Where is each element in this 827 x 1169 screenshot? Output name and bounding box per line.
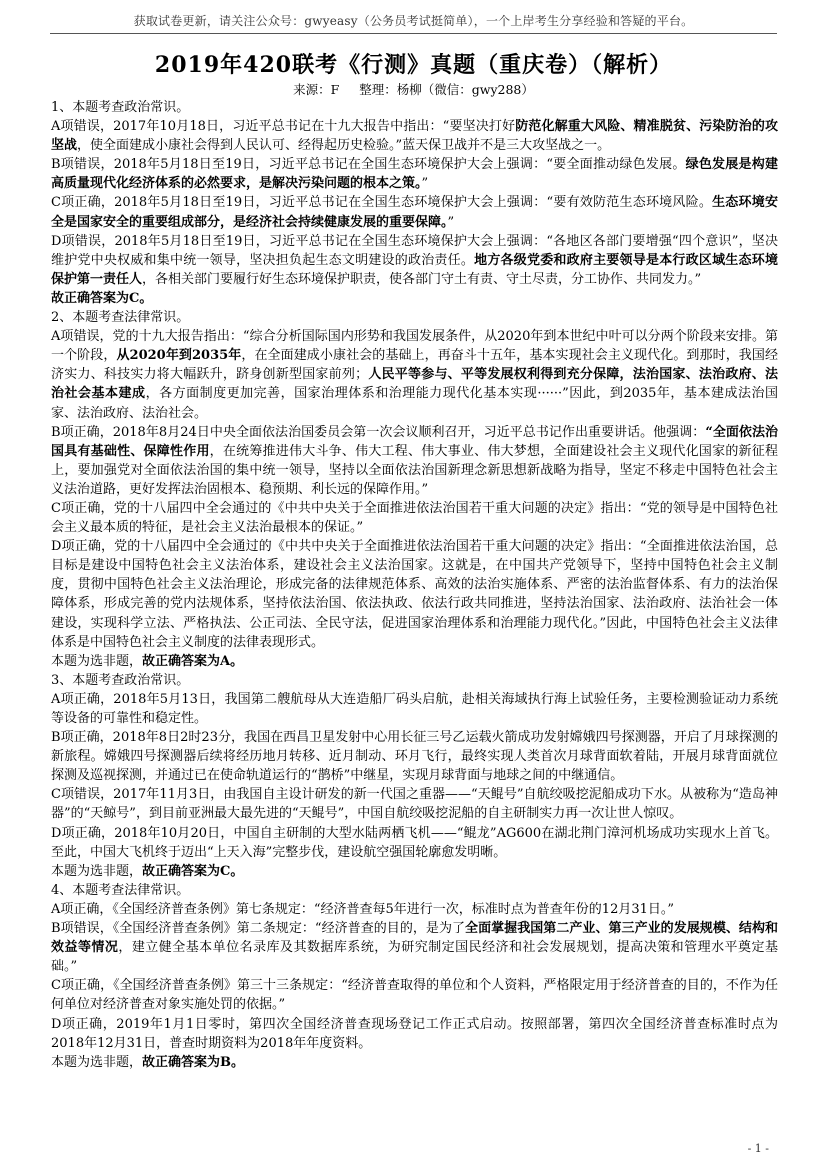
body-paragraph bbox=[51, 327, 778, 422]
paragraph-text: D项正确，党的十八届四中全会通过的《中共中央关于全面推进依法治国若干重大问题的决定》指出：“全面推进依法治国，总目标是建设中国特色社会主义法治体系，建设社会主义法治国家。这就是，在中国共产党领导下，坚持中国特色社会主义制度，贯彻中国特色社会主义法治理论，形成完备的法律规范体系、高效的法治实施体系、严密的法治监督体系、有力的法治保障体系，形成完善的党内法规体系，坚持依法治国、依法执政、依法行政共同推进，坚持法治国家、法治政府、法治社会一体建设，实现科学立法、严格执法、公正司法、全民守法，促进国家治理体系和治理能力现代化。”因此，中国特色社会主义法律体系是中国特色社会主义制度的法律表现形式。 bbox=[51, 539, 778, 650]
body-paragraph bbox=[51, 824, 778, 862]
emphasis-text: 防范化解重大风险、精准脱贫、污染防治的攻坚战 bbox=[51, 119, 778, 154]
paragraph-text: D项正确，2018年10月20日，中国自主研制的大型水陆两栖飞机——“鲲龙”AG600在湖北荆门漳河机场成功实现水上首飞。至此，中国大飞机终于迈出“上天入海”完整步伐，建设航空强国轮廓愈发明晰。 bbox=[51, 825, 778, 860]
paragraph-text: ，使全面建成小康社会得到人民认可、经得起历史检验。”蓝天保卫战并不是三大攻坚战之一。 bbox=[77, 138, 611, 154]
body-paragraph bbox=[51, 155, 778, 193]
paragraph-text: 本题为选非题， bbox=[51, 863, 143, 879]
paragraph-text: D项正确，2019年1月1日零时，第四次全国经济普查现场登记工作正式启动。按照部署，第四次全国经济普查标准时点为2018年12月31日，普查时期资料为2018年年度资料。 bbox=[51, 1016, 778, 1051]
paragraph-text: B项错误，2018年5月18日至19日，习近平总书记在全国生态环境保护大会上强调：“要全面推动绿色发展。 bbox=[51, 157, 686, 173]
paragraph-text: ，各相关部门要履行好生态环境保护职责，使各部门守土有责、守土尽责，分工协作、共同发力。” bbox=[142, 271, 702, 287]
emphasis-text: 故正确答案为A。 bbox=[142, 653, 244, 669]
emphasis-text: 绿色发展是构建高质量现代化经济体系的必然要求，是解决污染问题的根本之策。 bbox=[51, 157, 778, 192]
paragraph-text: 本题为选非题， bbox=[51, 1054, 143, 1070]
body-paragraph bbox=[51, 690, 778, 728]
paragraph-text: ” bbox=[447, 214, 455, 230]
paragraph-text: B项错误，《全国经济普查条例》第二条规定：“经济普查的目的，是为了 bbox=[51, 921, 466, 937]
body-paragraph bbox=[51, 728, 778, 785]
body-paragraph bbox=[51, 117, 778, 155]
emphasis-text: 全面掌握我国第二产业、第三产业的发展规模、结构和效益等情况 bbox=[51, 921, 778, 956]
emphasis-text: “全面依法治国具有基础性、保障性作用 bbox=[51, 424, 778, 459]
emphasis-text: 故正确答案为C。 bbox=[51, 290, 153, 306]
document-title: 2019年420联考《行测》真题（重庆卷）（解析） bbox=[154, 52, 673, 78]
body-paragraph bbox=[51, 919, 778, 976]
body-paragraph bbox=[51, 308, 778, 327]
body-paragraph bbox=[51, 423, 778, 499]
paragraph-text: 4、本题考查法律常识。 bbox=[51, 882, 190, 898]
paragraph-text: ，在全面建成小康社会的基础上，再奋斗十五年，基本实现社会主义现代化。到那时，我国经济实力、科技实力将大幅跃升，跻身创新型国家前列； bbox=[51, 348, 778, 383]
paragraph-text: C项错误，2017年11月3日，由我国自主设计研发的新一代国之重器——“天鲲号”自航绞吸挖泥船成功下水。从被称为“造岛神器”的“天鲸号”，到目前亚洲最大最先进的“天鲲号”，中国自航绞吸挖泥船的自主研制实力再一次让世人惊叹。 bbox=[51, 787, 778, 822]
paragraph-text: C项正确，党的十八届四中全会通过的《中共中央关于全面推进依法治国若干重大问题的决定》指出：“党的领导是中国特色社会主义最本质的特征，是社会主义法治最根本的保证。” bbox=[51, 500, 778, 536]
body-paragraph bbox=[51, 193, 778, 231]
body-paragraph bbox=[51, 98, 778, 117]
paragraph-text: 本题为选非题， bbox=[51, 653, 143, 669]
emphasis-text: 人民平等参与、平等发展权利得到充分保障，法治国家、法治政府、法治社会基本建成 bbox=[51, 367, 778, 402]
promo-header: 获取试卷更新，请关注公众号：gwyeasy（公务员考试挺简单），一个上岸考生分享经验和答疑的平台。 bbox=[133, 14, 694, 28]
body-paragraph bbox=[51, 976, 778, 1014]
paragraph-text: A项错误，党的十九大报告指出：“综合分析国际国内形势和我国发展条件，从2020年到本世纪中叶可以分两个阶段来安排。第一个阶段， bbox=[51, 329, 778, 364]
body-paragraph bbox=[51, 652, 778, 671]
body-paragraph bbox=[51, 537, 778, 652]
paragraph-text: A项错误，2017年10月18日，习近平总书记在十九大报告中指出：“要坚决打好 bbox=[51, 119, 516, 135]
body-paragraph bbox=[51, 499, 778, 537]
source-label: 来源：F bbox=[293, 82, 340, 97]
emphasis-text: 故正确答案为C。 bbox=[142, 863, 244, 879]
body-paragraph bbox=[51, 289, 778, 308]
emphasis-text: 故正确答案为B。 bbox=[142, 1054, 245, 1070]
paragraph-text: ” bbox=[421, 176, 429, 192]
body-paragraph bbox=[51, 881, 778, 900]
header-divider bbox=[50, 33, 777, 34]
emphasis-text: 从2020年到2035年 bbox=[116, 348, 242, 364]
document-body bbox=[51, 98, 778, 1072]
body-paragraph bbox=[51, 900, 778, 919]
emphasis-text: 生态环境安全是国家安全的重要组成部分，是经济社会持续健康发展的重要保障。 bbox=[51, 195, 778, 230]
paragraph-text: A项正确，《全国经济普查条例》第七条规定：“经济普查每5年进行一次，标准时点为普查年份的12月31日。” bbox=[51, 901, 675, 917]
paragraph-text: ，在统筹推进伟大斗争、伟大工程、伟大事业、伟大梦想，全面建设社会主义现代化国家的新征程上，要加强党对全面依法治国的集中统一领导，坚持以全面依法治国新理念新思想新战略为指导，坚定不移走中国特色社会主义法治道路，更好发挥法治固根本、稳预期、利长远的保障作用。” bbox=[51, 443, 778, 497]
paragraph-text: C项正确，2018年5月18日至19日，习近平总书记在全国生态环境保护大会上强调：“要有效防范生态环境风险。 bbox=[51, 195, 713, 211]
body-paragraph bbox=[51, 785, 778, 823]
body-paragraph bbox=[51, 232, 778, 289]
paragraph-text: B项正确，2018年8月24日中央全面依法治国委员会第一次会议顺利召开，习近平总书记作出重要讲话。他强调： bbox=[51, 424, 706, 440]
paragraph-text: A项正确，2018年5月13日，我国第二艘航母从大连造船厂码头启航，赴相关海域执行海上试验任务，主要检测验证动力系统等设备的可靠性和稳定性。 bbox=[51, 691, 778, 726]
paragraph-text: B项正确，2018年8日2时23分，我国在西昌卫星发射中心用长征三号乙运载火箭成功发射嫦娥四号探测器，开启了月球探测的新旅程。嫦娥四号探测器后续将经历地月转移、近月制动、环月飞行，最终实现人类首次月球背面软着陆，开展月球背面就位探测及巡视探测，并通过已在使命轨道运行的“鹊桥”中继星，实现月球背面与地球之间的中继通信。 bbox=[51, 730, 778, 784]
paragraph-text: 3、本题考查政治常识。 bbox=[51, 672, 190, 688]
page-number: - 1 - bbox=[747, 1142, 769, 1155]
body-paragraph bbox=[51, 1015, 778, 1053]
paragraph-text: ，各方面制度更加完善，国家治理体系和治理能力现代化基本实现······”因此，到2035年，基本建成法治国家、法治政府、法治社会。 bbox=[51, 386, 778, 421]
paragraph-text: 1、本题考查政治常识。 bbox=[51, 100, 190, 115]
paragraph-text: D项错误，2018年5月18日至19日，习近平总书记在全国生态环境保护大会上强调：“各地区各部门要增强“四个意识”，坚决维护党中央权威和集中统一领导，坚决担负起生态文明建设的政治责任。 bbox=[51, 233, 778, 268]
organizer-label: 整理：杨柳（微信：gwy288） bbox=[359, 82, 534, 97]
emphasis-text: 地方各级党委和政府主要领导是本行政区域生态环境保护第一责任人 bbox=[51, 252, 778, 287]
body-paragraph bbox=[51, 862, 778, 881]
paragraph-text: ，建立健全基本单位名录库及其数据库系统，为研究制定国民经济和社会发展规划，提高决策和管理水平奠定基础。” bbox=[51, 940, 778, 975]
body-paragraph bbox=[51, 671, 778, 690]
body-paragraph bbox=[51, 1053, 778, 1072]
document-meta bbox=[0, 80, 827, 98]
paragraph-text: 2、本题考查法律常识。 bbox=[51, 310, 190, 326]
paragraph-text: C项正确，《全国经济普查条例》第三十三条规定：“经济普查取得的单位和个人资料，严格限定用于经济普查的目的，不作为任何单位对经济普查对象实施处罚的依据。” bbox=[51, 978, 778, 1013]
